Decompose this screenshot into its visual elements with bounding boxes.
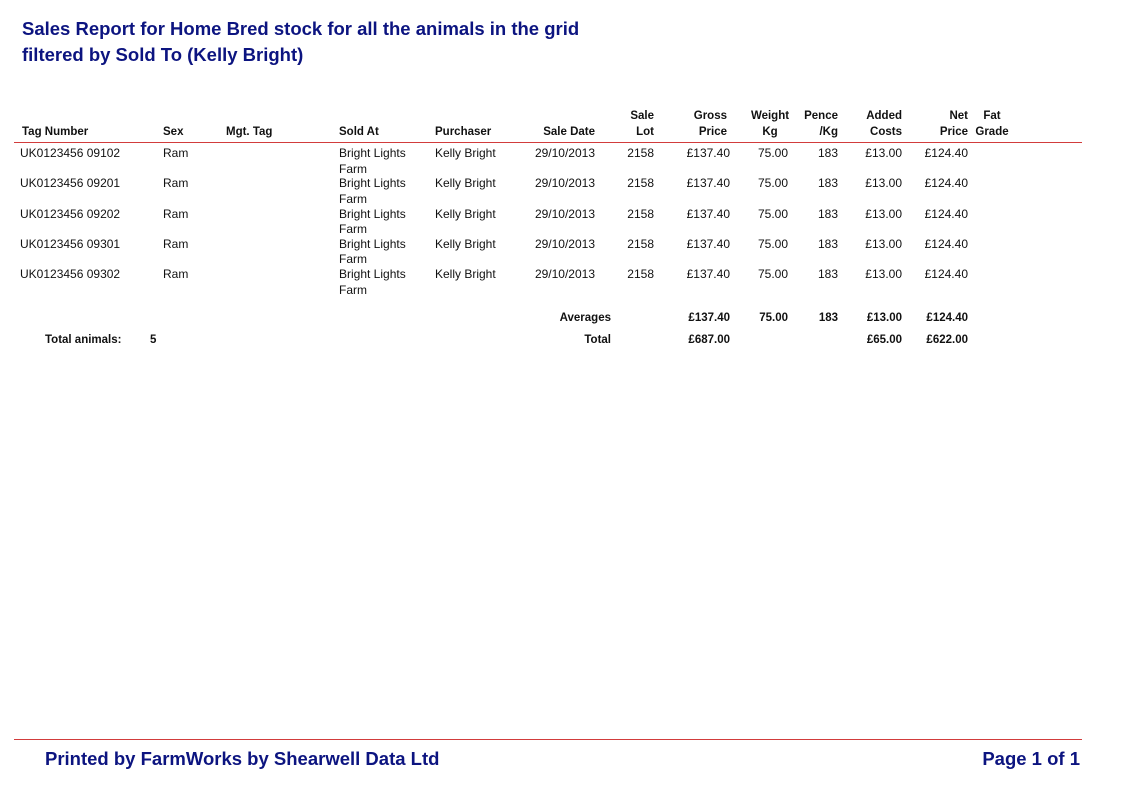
cell-weight-kg: 75.00 bbox=[757, 176, 788, 191]
cell-net-price: £124.40 bbox=[924, 146, 968, 160]
header-fat-grade-line-1: Fat bbox=[983, 110, 1001, 122]
header-fat-grade-line-2: Grade bbox=[975, 126, 1009, 138]
cell-gross-price: £137.40 bbox=[686, 206, 730, 221]
cell-sold-at-line-2: Farm bbox=[339, 222, 367, 237]
header-sale-lot bbox=[600, 108, 654, 140]
header-weight-kg-line-2: Kg bbox=[762, 126, 778, 138]
cell-sale-lot: 2158 bbox=[627, 267, 654, 282]
cell-sex: Ram bbox=[163, 236, 189, 251]
cell-sex: Ram bbox=[163, 206, 189, 221]
header-sex bbox=[163, 124, 183, 140]
cell-sold-at-line-1: Bright Lights bbox=[339, 267, 406, 282]
cell-sale-lot: 2158 bbox=[627, 176, 654, 191]
header-added-costs-line-2: Costs bbox=[870, 126, 902, 138]
cell-weight-kg: 75.00 bbox=[757, 206, 788, 221]
totals-added-costs: £65.00 bbox=[866, 334, 902, 346]
cell-sale-lot: 2158 bbox=[627, 146, 654, 160]
header-pence-per-kg-line-2: /Kg bbox=[819, 126, 838, 138]
cell-sold-at-line-1: Bright Lights bbox=[339, 236, 406, 251]
cell-pence-per-kg: 183 bbox=[817, 146, 838, 160]
cell-gross-price: £137.40 bbox=[686, 176, 730, 191]
header-weight-kg-line-1: Weight bbox=[750, 110, 790, 122]
cell-sale-date: 29/10/2013 bbox=[534, 146, 595, 160]
averages-row bbox=[0, 310, 1121, 326]
cell-purchaser: Kelly Bright bbox=[435, 206, 496, 221]
header-added-costs-line-1: Added bbox=[866, 110, 902, 122]
cell-pence-per-kg: 183 bbox=[817, 176, 838, 191]
header-purchaser bbox=[435, 124, 491, 140]
cell-tag-number: UK0123456 09202 bbox=[20, 206, 121, 221]
averages-gross-price: £137.40 bbox=[688, 312, 730, 324]
cell-sex: Ram bbox=[163, 176, 189, 191]
cell-added-costs: £13.00 bbox=[865, 206, 902, 221]
table-header bbox=[0, 108, 1121, 142]
report-title bbox=[22, 16, 579, 68]
cell-tag-number: UK0123456 09301 bbox=[20, 236, 121, 251]
cell-added-costs: £13.00 bbox=[865, 176, 902, 191]
header-gross-price-line-1: Gross bbox=[693, 110, 727, 122]
table-row bbox=[0, 267, 1121, 297]
report-title-line-2: filtered by Sold To (Kelly Bright) bbox=[22, 44, 304, 65]
cell-sold-at-line-2: Farm bbox=[339, 252, 367, 267]
cell-sold-at bbox=[339, 207, 406, 238]
averages-weight-kg: 75.00 bbox=[759, 312, 788, 324]
cell-sold-at-line-2: Farm bbox=[339, 282, 367, 297]
table-row bbox=[0, 176, 1121, 206]
cell-added-costs: £13.00 bbox=[865, 236, 902, 251]
averages-added-costs: £13.00 bbox=[866, 312, 902, 324]
header-net-price-line-2: Price bbox=[939, 126, 968, 138]
averages-label: Averages bbox=[559, 312, 611, 324]
header-mgt-tag-label: Mgt. Tag bbox=[226, 126, 273, 138]
cell-sold-at-line-2: Farm bbox=[339, 161, 367, 176]
cell-net-price: £124.40 bbox=[924, 267, 968, 282]
cell-pence-per-kg: 183 bbox=[817, 206, 838, 221]
cell-sold-at-line-1: Bright Lights bbox=[339, 146, 406, 160]
footer-printed-by: Printed by FarmWorks by Shearwell Data Ltd bbox=[45, 748, 440, 769]
header-sale-lot-line-1: Sale bbox=[630, 110, 654, 122]
header-divider bbox=[14, 142, 1082, 143]
cell-sex: Ram bbox=[163, 146, 189, 160]
table-row bbox=[0, 207, 1121, 237]
totals-gross-price: £687.00 bbox=[688, 334, 730, 346]
header-sale-date bbox=[520, 124, 595, 140]
cell-purchaser: Kelly Bright bbox=[435, 176, 496, 191]
cell-weight-kg: 75.00 bbox=[757, 267, 788, 282]
cell-gross-price: £137.40 bbox=[686, 236, 730, 251]
cell-sale-lot: 2158 bbox=[627, 236, 654, 251]
header-tag-number-label: Tag Number bbox=[22, 126, 89, 138]
totals-row bbox=[0, 332, 1121, 348]
report-title-line-1: Sales Report for Home Bred stock for all the animals in the grid bbox=[22, 18, 580, 39]
totals-net-price: £622.00 bbox=[926, 334, 968, 346]
averages-pence-per-kg: 183 bbox=[818, 312, 838, 324]
cell-added-costs: £13.00 bbox=[865, 267, 902, 282]
cell-purchaser: Kelly Bright bbox=[435, 267, 496, 282]
cell-tag-number: UK0123456 09102 bbox=[20, 146, 121, 160]
averages-net-price: £124.40 bbox=[926, 312, 968, 324]
cell-tag-number: UK0123456 09201 bbox=[20, 176, 121, 191]
header-pence-per-kg-line-1: Pence bbox=[804, 110, 838, 122]
header-sale-lot-line-2: Lot bbox=[636, 126, 654, 138]
cell-sold-at bbox=[339, 146, 406, 177]
table-row bbox=[0, 237, 1121, 267]
cell-sold-at bbox=[339, 237, 406, 268]
cell-weight-kg: 75.00 bbox=[757, 146, 788, 160]
cell-sex: Ram bbox=[163, 267, 189, 282]
header-gross-price bbox=[667, 108, 727, 140]
cell-sold-at bbox=[339, 267, 406, 298]
table-row bbox=[0, 146, 1121, 176]
cell-weight-kg: 75.00 bbox=[757, 236, 788, 251]
cell-pence-per-kg: 183 bbox=[817, 267, 838, 282]
header-pence-per-kg bbox=[788, 108, 838, 140]
totals-label: Total bbox=[584, 334, 611, 346]
cell-sale-date: 29/10/2013 bbox=[534, 236, 595, 251]
cell-net-price: £124.40 bbox=[924, 176, 968, 191]
footer-divider bbox=[14, 739, 1082, 740]
header-tag-number bbox=[22, 124, 88, 140]
header-purchaser-label: Purchaser bbox=[435, 126, 492, 138]
cell-purchaser: Kelly Bright bbox=[435, 146, 496, 160]
cell-sale-lot: 2158 bbox=[627, 206, 654, 221]
cell-sale-date: 29/10/2013 bbox=[534, 206, 595, 221]
header-sex-label: Sex bbox=[163, 126, 184, 138]
header-sold-at bbox=[339, 124, 379, 140]
cell-sold-at-line-2: Farm bbox=[339, 191, 367, 206]
cell-added-costs: £13.00 bbox=[865, 146, 902, 160]
cell-sale-date: 29/10/2013 bbox=[534, 176, 595, 191]
header-gross-price-line-2: Price bbox=[698, 126, 727, 138]
cell-net-price: £124.40 bbox=[924, 236, 968, 251]
header-sale-date-label: Sale Date bbox=[543, 126, 595, 138]
footer-page-number: Page 1 of 1 bbox=[982, 748, 1080, 769]
total-animals-count: 5 bbox=[150, 334, 157, 346]
cell-net-price: £124.40 bbox=[924, 206, 968, 221]
cell-sale-date: 29/10/2013 bbox=[534, 267, 595, 282]
header-added-costs bbox=[842, 108, 902, 140]
header-sold-at-label: Sold At bbox=[339, 126, 379, 138]
cell-gross-price: £137.40 bbox=[686, 267, 730, 282]
cell-tag-number: UK0123456 09302 bbox=[20, 267, 121, 282]
cell-pence-per-kg: 183 bbox=[817, 236, 838, 251]
cell-purchaser: Kelly Bright bbox=[435, 236, 496, 251]
header-net-price bbox=[908, 108, 968, 140]
header-fat-grade bbox=[972, 108, 1012, 140]
cell-sold-at-line-1: Bright Lights bbox=[339, 206, 406, 221]
cell-gross-price: £137.40 bbox=[686, 146, 730, 160]
header-mgt-tag bbox=[226, 124, 272, 140]
cell-sold-at-line-1: Bright Lights bbox=[339, 176, 406, 191]
table-body bbox=[0, 146, 1121, 297]
header-net-price-line-1: Net bbox=[949, 110, 968, 122]
cell-sold-at bbox=[339, 176, 406, 207]
total-animals-label: Total animals: bbox=[45, 334, 122, 346]
